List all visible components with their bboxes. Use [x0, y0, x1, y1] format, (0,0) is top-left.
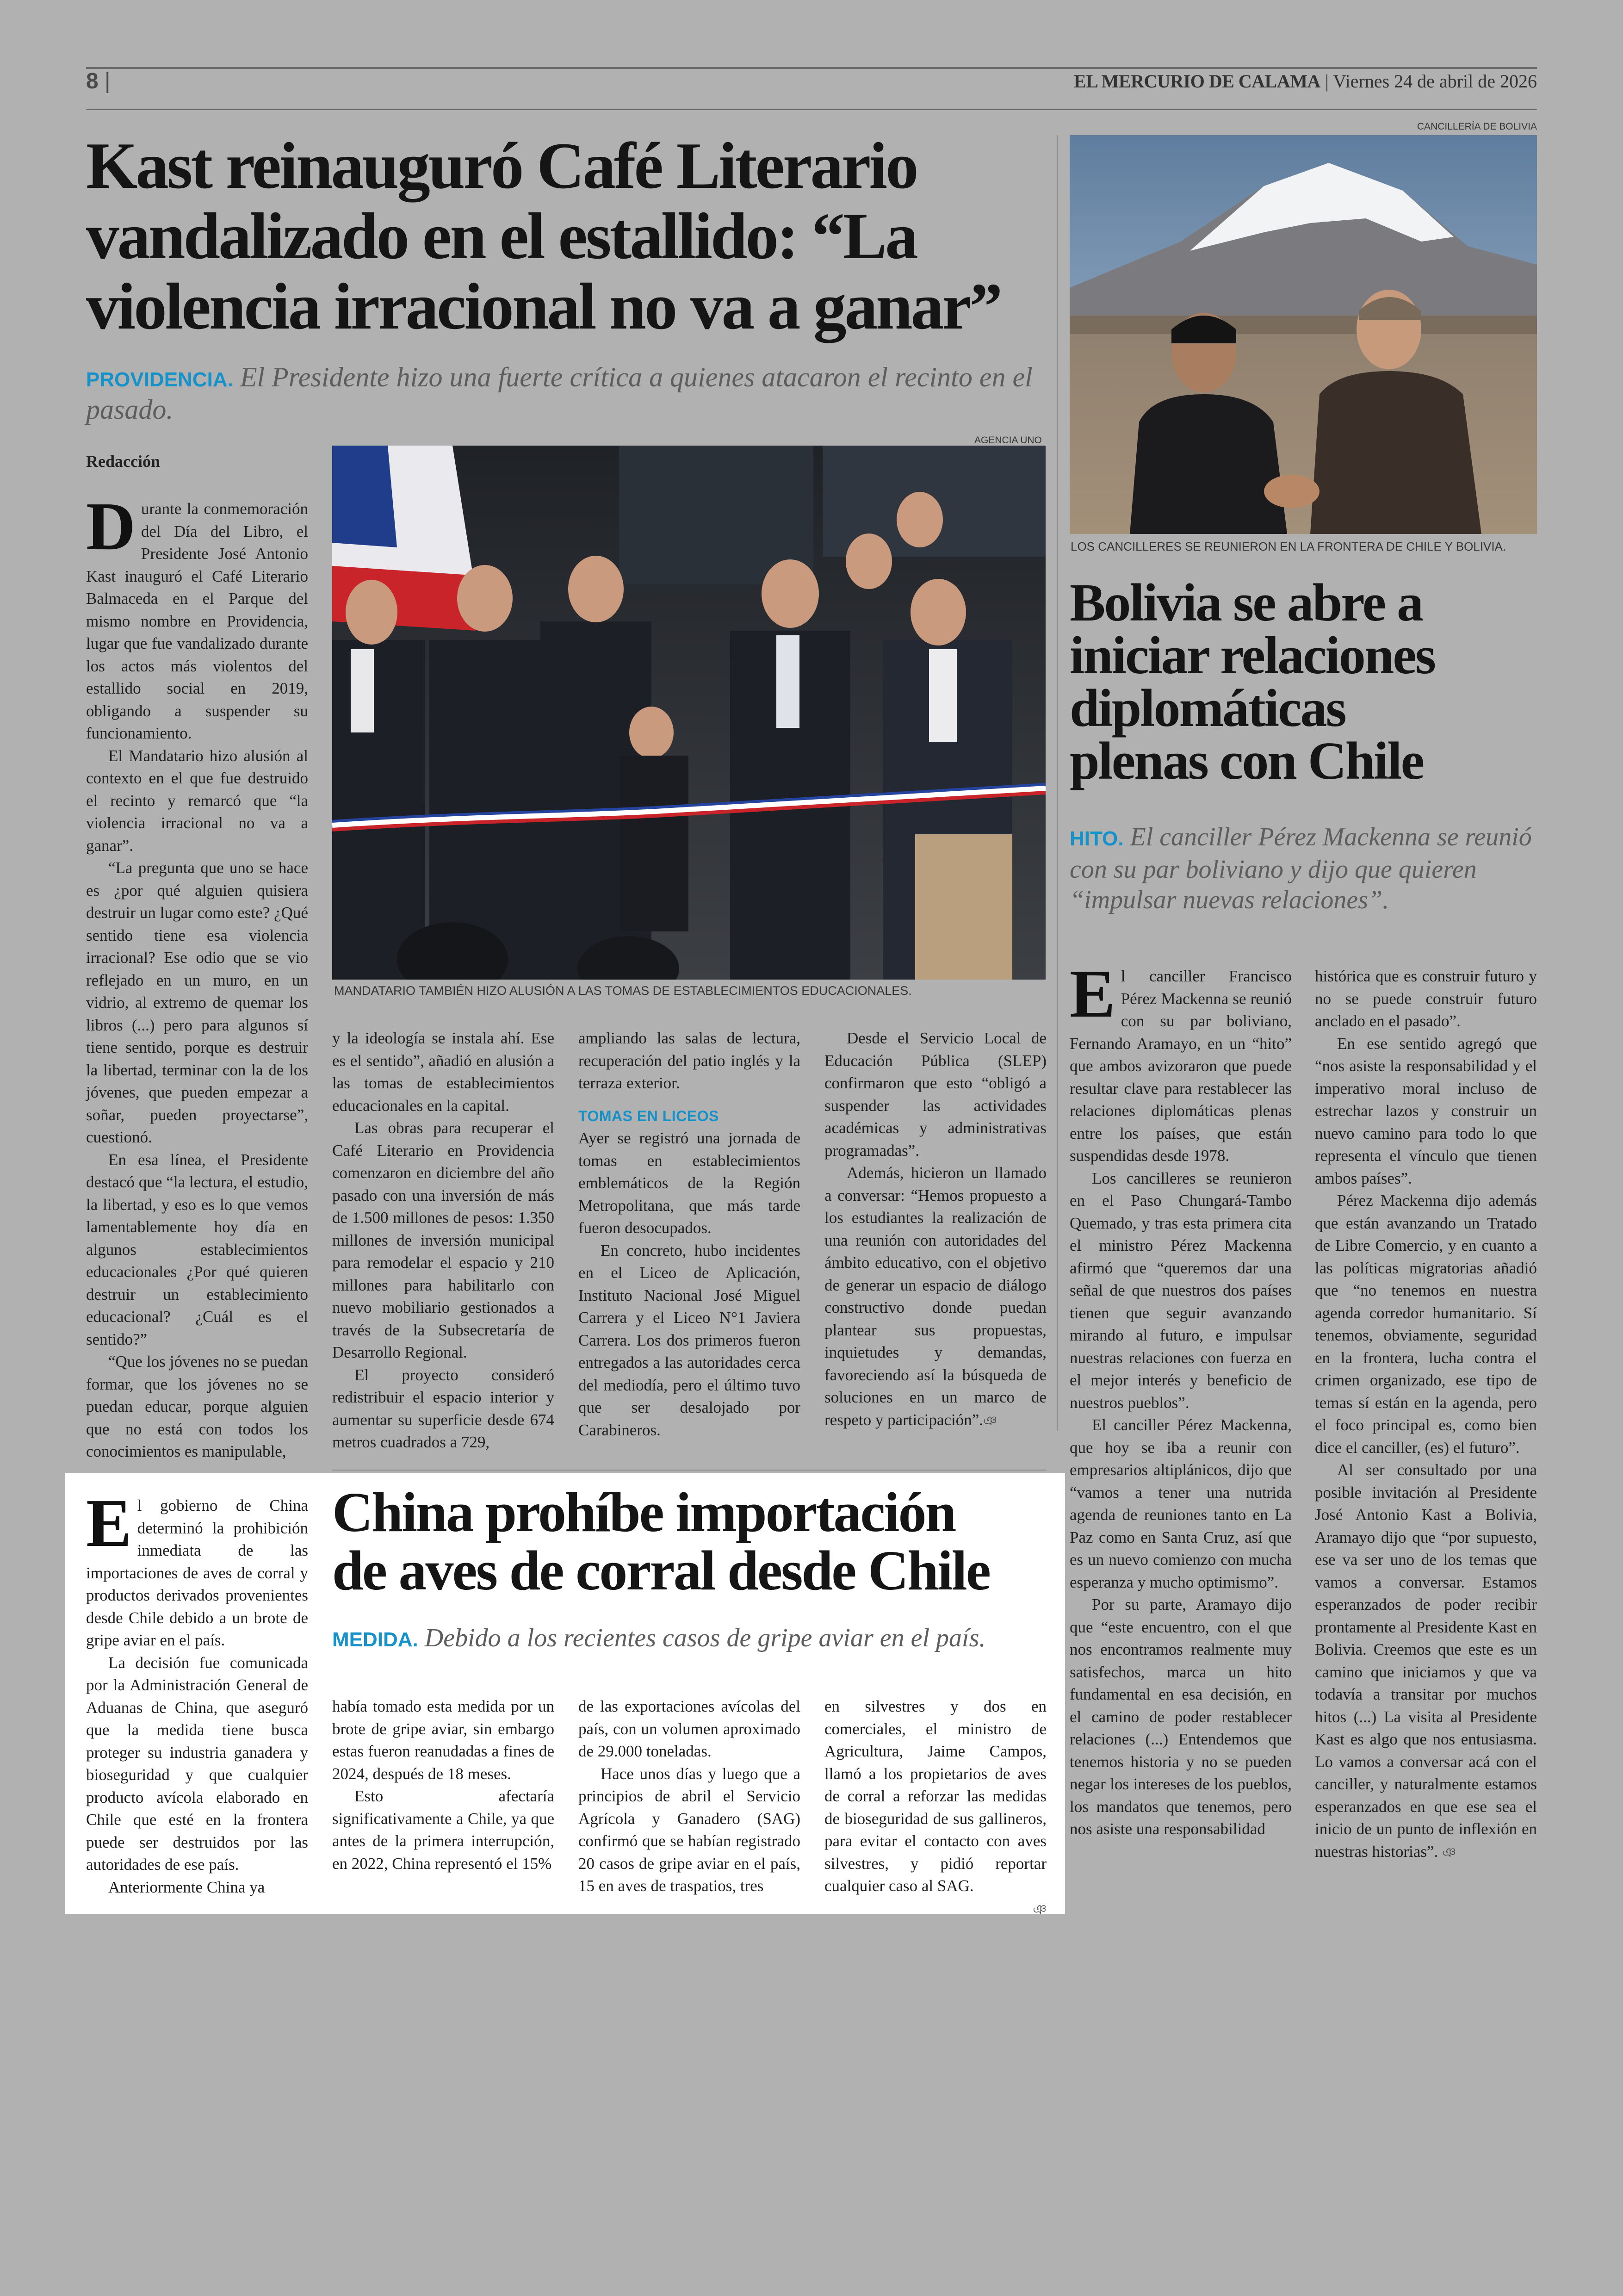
kast-col2-p3: El proyecto consideró redistribuir el espacio interior y aumentar su superficie desde 674 metros cuadrados a 729, [332, 1365, 554, 1451]
kast-headline-line-1: Kast reinauguró Café Literario [86, 129, 917, 202]
bolivia-foreign-ministers-photo [1070, 135, 1537, 534]
header-bottom-rule [86, 109, 1537, 110]
ribbon-cutting-illustration [332, 446, 1046, 980]
china-headline-line-1: China prohíbe importación [332, 1481, 955, 1544]
bolivia-col2-p4: Al ser consultado por una posible invitación al Presidente José Antonio Kast a Bolivia, Aramayo dijo que “por supuesto, ese va ser uno de los temas que vamos a conversar. Estamos esperanzados de poder recibir prontamente al Presidente Kast en Bolivia. Creemos que este es un camino que iniciamos y que va todavía a transitar por muchos hitos (...) La visita al Presidente Kast es algo que nos entusiasma. Lo vamos a conversar acá con el canciller, y naturalmente estamos esperanzados en que ese sea el inicio de un punto de inflexión en nuestras historias”. [1315, 1461, 1537, 1861]
bolivia-photo-credit: CANCILLERÍA DE BOLIVIA [1417, 121, 1537, 132]
bolivia-headline [1070, 573, 1537, 791]
china-column-3 [578, 1695, 800, 1898]
china-col4-p1: en silvestres y dos en comerciales, el ministro de Agricultura, Jaime Campos, llamó a los propietarios de aves de corral a reforzar las medidas de bioseguridad de sus gallineros, para evitar el contacto con aves silvestres, y pidió reportar cualquier caso al SAG. [824, 1697, 1047, 1895]
kast-col2-p2: Las obras para recuperar el Café Literario en Providencia comenzaron en diciembre del año pasado con una inversión de más de 1.500 millones de pesos: 1.350 millones de inversión municipal para remodelar el espacio y 210 millones para habilitarlo con nuevo mobiliario gestionados a través de la Subsecretaría de Desarrollo Regional. [332, 1119, 554, 1361]
kast-col4-p1: Desde el Servicio Local de Educación Pública (SLEP) confirmaron que esto “obligó a suspender las actividades académicas y administrativas programadas”. [824, 1029, 1047, 1160]
bolivia-col2-p3: Pérez Mackenna dijo además que están avanzando un Tratado de Libre Comercio, y en cuanto a las políticas migratorias añadió que “no tenemos en nuestra agenda corredor humanitario. Sí tenemos, obviamente, seguridad en la frontera, lucha contra el crimen organizado, ese tipo de temas sí están en la agenda, pero el foco principal es, como bien dice el canciller, (es) el futuro”. [1315, 1191, 1537, 1457]
bolivia-headline-line-4: plenas con Chile [1070, 732, 1424, 791]
kast-deck-text: El Presidente hizo una fuerte crítica a quienes atacaron el recinto en el pasado. [86, 362, 1033, 425]
bolivia-col2-p1: histórica que es construir futuro y no se puede construir futuro anclado en el pasado”. [1315, 967, 1537, 1030]
china-deck-text: Debido a los recientes casos de gripe aviar en el país. [424, 1624, 986, 1652]
kast-photo-caption: MANDATARIO TAMBIÉN HIZO ALUSIÓN A LAS TOMAS DE ESTABLECIMIENTOS EDUCACIONALES. [334, 984, 912, 998]
bolivia-column-1 [1070, 956, 1292, 1841]
bolivia-drop-cap: E [1070, 956, 1115, 1032]
kast-photo-credit: AGENCIA UNO [974, 435, 1042, 446]
bolivia-headline-line-3: diplomáticas [1070, 679, 1345, 738]
china-col2-p2: Esto afectaría significativamente a Chile, ya que antes de la primera interrupción, en 2022, China representó el 15% [332, 1787, 554, 1873]
kast-end-mark-icon: ঞ [983, 1413, 997, 1428]
kast-drop-cap: D [86, 489, 136, 565]
china-headline [332, 1483, 1054, 1600]
bolivia-deck-text: El canciller Pérez Mackenna se reunió con su par boliviano y dijo que quieren “impulsar nuevas relaciones”. [1070, 823, 1532, 914]
bolivia-col1-p3: El canciller Pérez Mackenna, que hoy se iba a reunir con empresarios altiplánicos, dijo que “vamos a tener una nutrida agenda de reuniones tanto en La Paz como en Santa Cruz, así que es un nuevo comienzo con mucha esperanza y mucho optimismo”. [1070, 1416, 1292, 1591]
china-drop-cap: E [86, 1485, 132, 1561]
kast-headline-line-3: violencia irracional no va a ganar” [86, 270, 1001, 343]
kast-ribbon-cutting-photo [332, 446, 1046, 980]
page-number [86, 68, 111, 94]
china-col1-p2: La decisión fue comunicada por la Administración General de Aduanas de China, que aseguró que la medida tiene busca proteger su industria ganadera y bioseguridad y que cualquier producto avícola elaborado en Chile que esté en la frontera puede ser destruidos por las autoridades de ese país. [86, 1653, 308, 1874]
kast-col3-p2: Ayer se registró una jornada de tomas en establecimientos emblemáticos de la Región Metropolitana, que más tarde fueron desocupados. [578, 1129, 800, 1237]
china-kicker: MEDIDA. [332, 1628, 418, 1651]
issue-date: Viernes 24 de abril de 2026 [1333, 71, 1537, 92]
kast-column-3 [578, 1027, 800, 1441]
bolivia-col1-p1: l canciller Francisco Pérez Mackenna se reunió con su par boliviano, Fernando Aramayo, en un “hito” que ambos avizoraron que puede resultar clave para restablecer las relaciones diplomáticas plenas entre los países, que están suspendidas desde 1978. [1070, 967, 1292, 1165]
china-col1-p1: l gobierno de China determinó la prohibición inmediata de las importaciones de aves de corral y productos derivados provenientes desde Chile debido a un brote de gripe aviar en el país. [86, 1496, 308, 1649]
china-top-rule [332, 1470, 1047, 1471]
kast-column-4 [824, 1027, 1047, 1432]
bolivia-photo-caption: LOS CANCILLERES SE REUNIERON EN LA FRONTERA DE CHILE Y BOLIVIA. [1071, 540, 1506, 553]
page-number-value: 8 [86, 69, 99, 93]
china-column-2 [332, 1695, 554, 1875]
newspaper-name: EL MERCURIO DE CALAMA [1074, 71, 1320, 92]
kast-author: Redacción [86, 452, 160, 471]
kast-col3-subhead: TOMAS EN LICEOS [578, 1107, 719, 1124]
kast-col2-p1: y la ideología se instala ahí. Ese es el sentido”, añadió en alusión a las tomas de establecimientos educacionales en la capital. [332, 1029, 554, 1115]
china-col2-p1: había tomado esta medida por un brote de gripe aviar, sin embargo estas fueron reanudadas a fines de 2024, después de 18 meses. [332, 1697, 554, 1783]
bolivia-end-mark-icon: ঞ [1442, 1844, 1456, 1860]
bolivia-headline-line-1: Bolivia se abre a [1070, 573, 1423, 633]
kast-col1-p3: “La pregunta que uno se hace es ¿por qué alguien quisiera destruir un lugar como este? ¿Qué sentido tiene esa violencia irracional? Ese odio que se vio reflejado en un muro, en un vidrio, al extremo de quemar los libros (...) pero para algunos sí tiene sentido, porque es destruir la libertad, terminar con la de los jóvenes, que pueden empezar a soñar, pueden proyectarse”, cuestionó. [86, 859, 308, 1146]
bolivia-kicker: HITO. [1070, 827, 1124, 850]
masthead-separator: | [1325, 71, 1329, 92]
china-column-1 [86, 1485, 308, 1899]
kast-col1-p4: En esa línea, el Presidente destacó que “la lectura, el estudio, la libertad, y eso es lo que vemos lamentablemente hoy día en algunos establecimientos educacionales ¿Por qué quieren destruir un establecimiento educacional? ¿Cuál es el sentido?” [86, 1150, 308, 1348]
china-end-mark-icon: ঞ [1033, 1901, 1047, 1917]
masthead [1074, 70, 1537, 92]
bolivia-column-2 [1315, 965, 1537, 1864]
kast-column-1 [86, 489, 308, 1463]
bolivia-col1-p2: Los cancilleres se reunieron en el Paso Chungará-Tambo Quemado, y tras esta primera cita el ministro Pérez Mackenna afirmó que “queremos dar una señal de que nuestros dos países tienen que seguir avanzando mirando al futuro, e impulsar nuestras relaciones con fuerza en el mejor interés y beneficio de nuestros pueblos”. [1070, 1169, 1292, 1412]
china-column-4 [824, 1695, 1047, 1921]
bolivia-headline-line-2: iniciar relaciones [1070, 626, 1435, 685]
kast-col1-p1: urante la conmemoración del Día del Libro, el Presidente José Antonio Kast inauguró el Café Literario Balmaceda en el Parque del mismo nombre en Providencia, lugar que fue vandalizado durante los actos más violentos del estallido social en 2019, obligando a suspender su funcionamiento. [86, 500, 308, 742]
header-top-rule [86, 67, 1537, 69]
kast-deck [86, 361, 1039, 426]
kast-col3-p3: En concreto, hubo incidentes en el Liceo de Aplicación, Instituto Nacional José Miguel Carrera y el Liceo N°1 Javiera Carrera. Los dos primeros fueron entregados a las autoridades cerca del mediodía, pero el último tuvo que ser desalojado por Carabineros. [578, 1241, 800, 1439]
china-col3-p2: Hace unos días y luego que a principios de abril el Servicio Agrícola y Ganadero (SAG) confirmó que se habían registrado 20 casos de gripe aviar en el país, 15 en aves de traspatios, tres [578, 1764, 800, 1895]
china-col1-p3: Anteriormente China ya [108, 1878, 265, 1896]
china-col3-p1: de las exportaciones avícolas del país, con un volumen aproximado de 29.000 toneladas. [578, 1697, 800, 1760]
page-number-separator: | [105, 69, 111, 93]
bolivia-col1-p4: Por su parte, Aramayo dijo que “este encuentro, con el que nos encontramos realmente muy satisfechos, marca un hito fundamental en esa decisión, en el camino de poder restablecer relaciones (...) Entendemos que tenemos historia y no se pueden negar los intereses de los pueblos, los mandatos que tenemos, pero nos asiste una responsabilidad [1070, 1595, 1292, 1838]
bolivia-col2-p2: En ese sentido agregó que “nos asiste la responsabilidad y el imperativo moral incluso de estrechar lazos y construir un nuevo camino para todo lo que representa el vínculo que tienen ambos países”. [1315, 1034, 1537, 1187]
ministers-handshake-illustration [1070, 135, 1537, 534]
kast-headline-line-2: vandalizado en el estallido: “La [86, 199, 917, 273]
kast-col1-p2: El Mandatario hizo alusión al contexto en el que fue destruido el recinto y remarcó que “la violencia irracional no va a ganar”. [86, 746, 308, 855]
china-headline-line-2: de aves de corral desde Chile [332, 1539, 990, 1602]
kast-col4-p2: Además, hicieron un llamado a conversar: “Hemos propuesto a los estudiantes la realización de una reunión con autoridades del ámbito educativo, con el objetivo de generar un espacio de diálogo constructivo donde puedan plantear sus propuestas, inquietudes y demandas, favoreciendo así la búsqueda de soluciones en un marco de respeto y participación”. [824, 1164, 1047, 1429]
vertical-divider [1057, 135, 1058, 1431]
kast-col3-p1: ampliando las salas de lectura, recuperación del patio inglés y la terraza exterior. [578, 1029, 800, 1092]
bolivia-deck [1070, 822, 1537, 915]
kast-kicker: PROVIDENCIA. [86, 368, 233, 391]
china-deck [332, 1623, 1054, 1654]
kast-column-2 [332, 1027, 554, 1454]
kast-col1-p5: “Que los jóvenes no se puedan formar, que los jóvenes no se puedan educar, porque alguien que no está con todos los conocimientos es manipulable, [86, 1353, 308, 1460]
kast-headline [86, 130, 1048, 341]
